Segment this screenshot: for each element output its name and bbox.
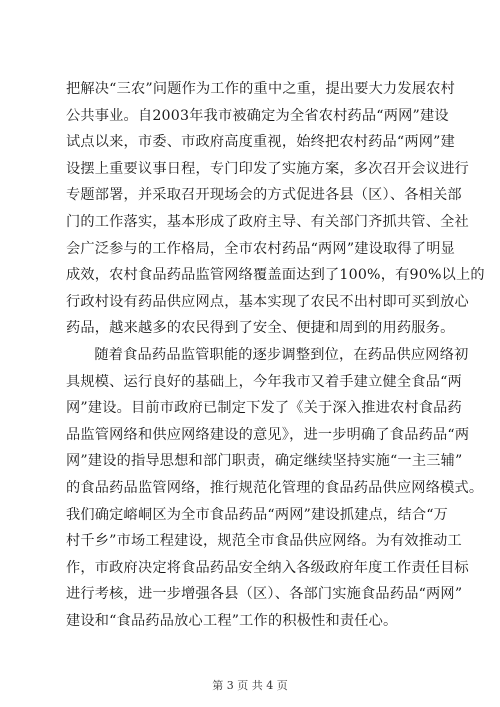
text-line: 公共事业。自2003年我市被确定为全省农村药品“两网”建设 (66, 107, 449, 124)
text-line: 药品，越来越多的农民得到了安全、便捷和周到的用药服务。 (66, 320, 455, 337)
text-line: 的食品药品监管网络，推行规范化管理的食品药品供应网络模式。 (66, 479, 484, 496)
text-line: 网”建设。目前市政府已制定下发了《关于深入推进农村食品药 (66, 400, 462, 417)
text-line: 具规模、运行良好的基础上，今年我市又着手建立健全食品“两 (66, 373, 462, 390)
paragraph-1 (66, 76, 485, 342)
text-line: 进行考核，进一步增强各县（区）、各部门实施食品药品“两网” (66, 586, 463, 603)
text-line: 设摆上重要议事日程，专门印发了实施方案，多次召开会议进行 (66, 160, 469, 177)
text-line: 把解决“三农”问题作为工作的重中之重，提出要大力发展农村 (66, 81, 455, 97)
text-line: 我们确定嵱峒区为全市食品药品“两网”建设抓建点，结合“万 (66, 506, 449, 523)
text-line: 专题部署，并采取召开现场会的方式促进各县（区）、各相关部 (66, 187, 462, 204)
text-line: 随着食品药品监管职能的逐步调整到位，在药品供应网络初 (94, 346, 469, 363)
text-line: 村千乡”市场工程建设，规范全市食品供应网络。为有效推动工 (66, 533, 462, 550)
text-line: 门的工作落实，基本形成了政府主导、有关部门齐抓共管、全社 (66, 213, 469, 230)
text-line: 作，市政府决定将食品药品安全纳入各级政府年度工作责任目标 (66, 559, 469, 576)
text-line: 成效，农村食品药品监管网络覆盖面达到了100%，有90%以上的 (66, 267, 485, 284)
page-number-footer: 第 3 页 共 4 页 (212, 679, 288, 692)
text-line: 会广泛参与的工作格局，全市农村药品“两网”建设取得了明显 (66, 240, 455, 257)
text-line: 网”建设的指导思想和部门职责，确定继续坚持实施“一主三辅” (66, 453, 463, 470)
paragraph-2 (66, 342, 484, 635)
text-line: 建设和“食品药品放心工程”工作的积极性和责任心。 (66, 612, 398, 629)
body-text (66, 76, 485, 634)
text-line: 品监管网络和供应网络建设的意见》，进一步明确了食品药品“两 (66, 426, 470, 443)
text-line: 行政村设有药品供应网点，基本实现了农民不出村即可买到放心 (66, 293, 469, 310)
text-line: 试点以来，市委、市政府高度重视，始终把农村药品“两网”建 (66, 134, 455, 151)
